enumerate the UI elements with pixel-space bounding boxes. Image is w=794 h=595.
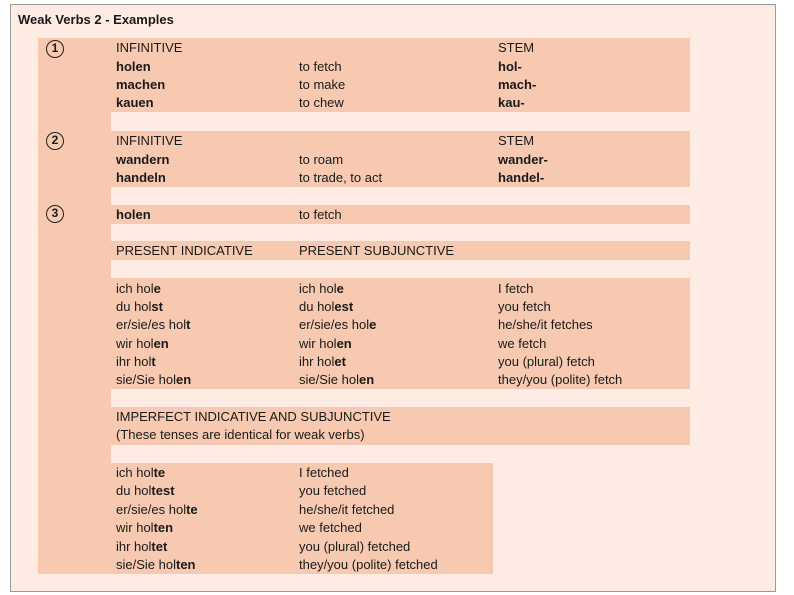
present-subjunctive-header: PRESENT SUBJUNCTIVE [299, 243, 455, 258]
present-subj-2: du holest [299, 299, 354, 314]
s2-inf-1: wandern [116, 152, 170, 167]
s2-stem-header: STEM [498, 133, 535, 148]
section-marker-2: 2 [46, 132, 64, 150]
s1-inf-2: machen [116, 77, 166, 92]
s2-inf-2: handeln [116, 170, 166, 185]
s1-infinitive-header: INFINITIVE [116, 40, 183, 55]
s2-stem-1: wander- [498, 152, 548, 167]
present-subj-4: wir holen [299, 336, 352, 351]
section1-band [111, 38, 690, 112]
s3-verb-meaning: to fetch [299, 207, 342, 222]
present-ind-6: sie/Sie holen [116, 372, 192, 387]
imperfect-eng-1: I fetched [299, 465, 349, 480]
imperfect-form-6: sie/Sie holten [116, 557, 196, 572]
section-marker-1: 1 [46, 40, 64, 58]
s1-meaning-3: to chew [299, 95, 344, 110]
s2-stem-2: handel- [498, 170, 545, 185]
present-ind-4: wir holen [116, 336, 169, 351]
imperfect-form-2: du holtest [116, 483, 175, 498]
present-eng-1: I fetch [498, 281, 534, 296]
section3-verb-band [111, 205, 690, 224]
imperfect-eng-3: he/she/it fetched [299, 502, 395, 517]
imperfect-eng-6: they/you (polite) fetched [299, 557, 438, 572]
imperfect-form-3: er/sie/es holte [116, 502, 198, 517]
imperfect-eng-5: you (plural) fetched [299, 539, 411, 554]
present-subj-6: sie/Sie holen [299, 372, 375, 387]
marker-column [38, 38, 111, 574]
imperfect-eng-2: you fetched [299, 483, 367, 498]
present-eng-5: you (plural) fetch [498, 354, 595, 369]
present-ind-2: du holst [116, 299, 163, 314]
s1-stem-1: hol- [498, 59, 522, 74]
s1-stem-header: STEM [498, 40, 535, 55]
imperfect-note: (These tenses are identical for weak verbs) [116, 427, 365, 442]
s3-verb: holen [116, 207, 151, 222]
imperfect-form-1: ich holte [116, 465, 166, 480]
s1-meaning-1: to fetch [299, 59, 342, 74]
present-ind-3: er/sie/es holt [116, 317, 191, 332]
imperfect-header: IMPERFECT INDICATIVE AND SUBJUNCTIVE [116, 409, 391, 424]
imperfect-eng-4: we fetched [299, 520, 362, 535]
s2-infinitive-header: INFINITIVE [116, 133, 183, 148]
present-eng-2: you fetch [498, 299, 551, 314]
s2-meaning-1: to roam [299, 152, 344, 167]
section-marker-3: 3 [46, 205, 64, 223]
s1-stem-3: kau- [498, 95, 525, 110]
s1-inf-1: holen [116, 59, 151, 74]
present-indicative-header: PRESENT INDICATIVE [116, 243, 253, 258]
present-ind-5: ihr holt [116, 354, 156, 369]
imperfect-form-5: ihr holtet [116, 539, 168, 554]
s1-meaning-2: to make [299, 77, 346, 92]
present-subj-5: ihr holet [299, 354, 346, 369]
present-subj-3: er/sie/es hole [299, 317, 377, 332]
present-ind-1: ich hole [116, 281, 161, 296]
present-eng-3: he/she/it fetches [498, 317, 593, 332]
present-eng-4: we fetch [498, 336, 547, 351]
present-subj-1: ich hole [299, 281, 344, 296]
imperfect-form-4: wir holten [116, 520, 174, 535]
page-title: Weak Verbs 2 - Examples [18, 12, 174, 27]
s2-meaning-2: to trade, to act [299, 170, 383, 185]
s1-inf-3: kauen [116, 95, 154, 110]
present-eng-6: they/you (polite) fetch [498, 372, 623, 387]
section2-band [111, 131, 690, 187]
s1-stem-2: mach- [498, 77, 537, 92]
